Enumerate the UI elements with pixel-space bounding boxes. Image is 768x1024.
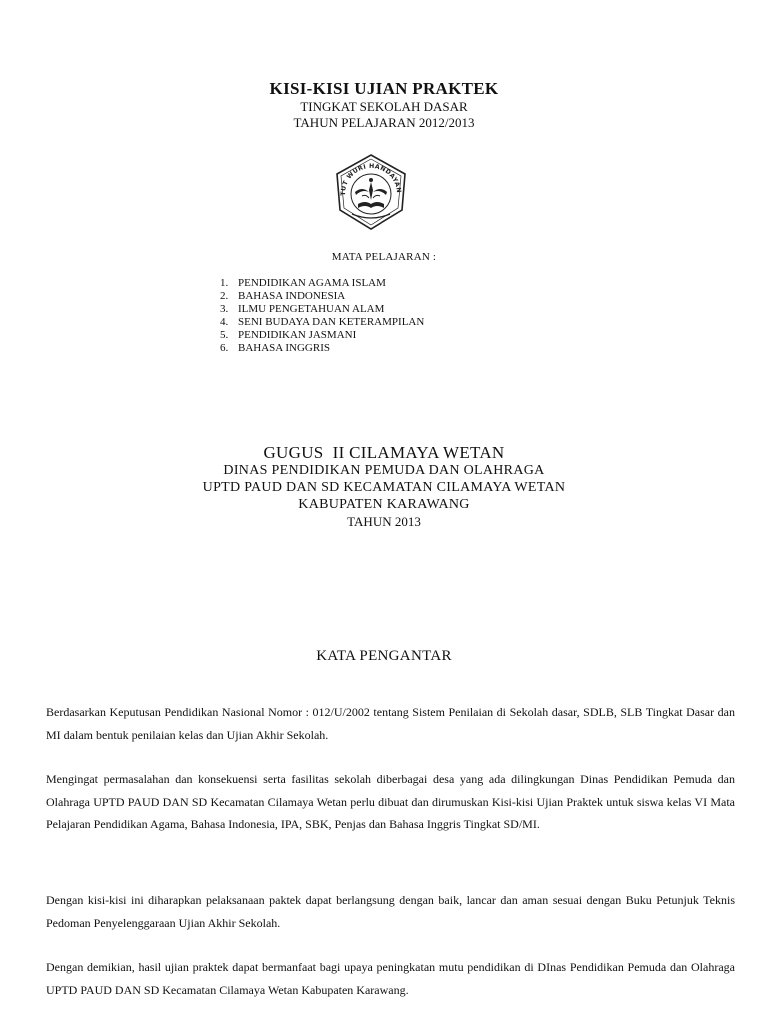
list-item [220, 329, 424, 342]
list-item [220, 277, 424, 290]
tut-wuri-handayani-logo [332, 152, 410, 232]
list-item [220, 316, 424, 329]
uptd-name: UPTD PAUD DAN SD KECAMATAN CILAMAYA WETAN [202, 480, 566, 495]
preface-paragraph-1: Berdasarkan Keputusan Pendidikan Nasional Nomor : 012/U/2002 tentang Sistem Penilaian di Sekolah dasar, SDLB, SLB Tingkat Dasar dan MI dalam bentuk penilaian kelas dan Ujian Akhir Sekolah. [46, 705, 735, 742]
list-number: 5. [220, 329, 229, 341]
agency-name: DINAS PENDIDIKAN PEMUDA DAN OLAHRAGA [223, 463, 545, 478]
document-title: KISI-KISI UJIAN PRAKTEK [269, 79, 499, 98]
list-label: SENI BUDAYA DAN KETERAMPILAN [238, 316, 425, 328]
preface-heading: KATA PENGANTAR [316, 648, 452, 664]
list-number: 1. [220, 277, 229, 289]
subjects-list [220, 277, 424, 355]
subjects-heading: MATA PELAJARAN : [331, 251, 437, 263]
list-number: 6. [220, 342, 229, 354]
list-label: ILMU PENGETAHUAN ALAM [238, 303, 385, 315]
preface-paragraph-3: Dengan kisi-kisi ini diharapkan pelaksanaan paktek dapat berlangsung dengan baik, lancar dan aman sesuai dengan Buku Petunjuk Teknis Pedoman Penyelenggaraan Ujian Akhir Sekolah. [46, 893, 735, 930]
gugus-heading: GUGUS II CILAMAYA WETAN [263, 443, 505, 462]
list-item [220, 303, 424, 316]
list-label: BAHASA INGGRIS [238, 342, 330, 354]
svg-text:TUT WURI HANDAYANI: TUT WURI HANDAYAN [339, 162, 403, 196]
list-item [220, 342, 424, 355]
preface-paragraph-4: Dengan demikian, hasil ujian praktek dapat bermanfaat bagi upaya peningkatan mutu pendidikan di DInas Pendidikan Pemuda dan Olahraga UPTD PAUD DAN SD Kecamatan Cilamaya Wetan Kabupaten Karawang. [46, 960, 735, 997]
list-number: 3. [220, 303, 229, 315]
list-label: PENDIDIKAN JASMANI [238, 329, 357, 341]
preface-paragraph-2: Mengingat permasalahan dan konsekuensi serta fasilitas sekolah diberbagai desa yang ada dilingkungan Dinas Pendidikan Pemuda dan Olahraga UPTD PAUD DAN SD Kecamatan Cilamaya Wetan perlu dibuat dan dirumuskan Kisi-kisi Ujian Praktek untuk siswa kelas VI Mata Pelajaran Pendidikan Agama, Bahasa Indonesia, IPA, SBK, Penjas dan Bahasa Inggris Tingkat SD/MI. [46, 772, 735, 831]
list-label: PENDIDIKAN AGAMA ISLAM [238, 277, 386, 289]
list-number: 2. [220, 290, 229, 302]
regency-name: KABUPATEN KARAWANG [298, 497, 470, 512]
list-item [220, 290, 424, 303]
school-level: TINGKAT SEKOLAH DASAR [300, 99, 468, 114]
year-label: TAHUN 2013 [347, 514, 421, 529]
list-number: 4. [220, 316, 229, 328]
academic-year: TAHUN PELAJARAN 2012/2013 [293, 115, 475, 130]
list-label: BAHASA INDONESIA [238, 290, 346, 302]
